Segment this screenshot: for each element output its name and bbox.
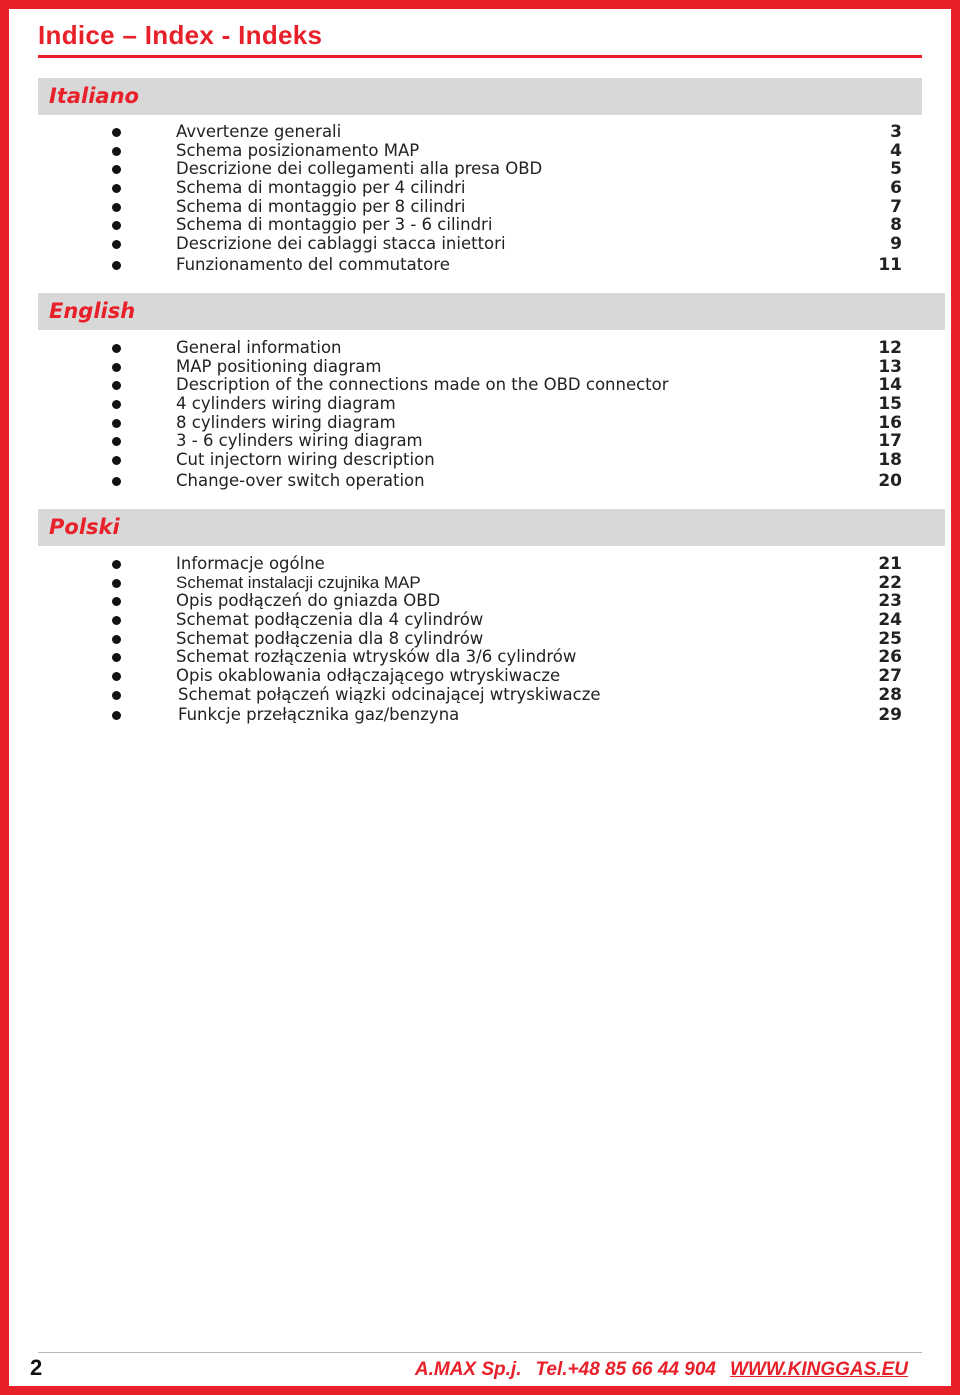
- toc-item[interactable]: [0, 235, 960, 254]
- toc-item[interactable]: [0, 592, 960, 611]
- section-header-polski: [38, 509, 945, 546]
- toc-item-page: 21: [878, 554, 902, 574]
- toc-item[interactable]: [0, 706, 960, 725]
- toc-item-page: 22: [878, 572, 902, 593]
- toc-item-label: 8 cylinders wiring diagram: [176, 412, 396, 432]
- bullet-icon: [112, 221, 121, 230]
- toc-item-page: 5: [890, 159, 902, 180]
- bullet-icon: [112, 691, 121, 700]
- toc-item-page: 9: [890, 234, 902, 255]
- bullet-icon: [112, 579, 121, 588]
- toc-item-label: Schemat podłączenia dla 8 cylindrów: [176, 628, 484, 648]
- bullet-icon: [112, 635, 121, 644]
- footer-contact: [415, 1359, 908, 1381]
- toc-item-page: 11: [878, 254, 902, 275]
- bullet-icon: [112, 419, 121, 428]
- toc-item-page: 13: [878, 356, 902, 377]
- toc-item-label: Schema posizionamento MAP: [176, 140, 420, 160]
- bullet-icon: [112, 597, 121, 606]
- toc-item[interactable]: [0, 648, 960, 667]
- page-title: Indice – Index - Indeks: [38, 20, 323, 50]
- toc-item-label: Schema di montaggio per 4 cilindri: [176, 178, 466, 198]
- footer-page-number: 2: [30, 1355, 43, 1380]
- toc-item[interactable]: [0, 555, 960, 574]
- toc-item-label: 4 cylinders wiring diagram: [176, 394, 396, 414]
- toc-item-label: Avvertenze generali: [176, 122, 342, 141]
- toc-item-page: 15: [878, 394, 902, 415]
- toc-item[interactable]: [0, 611, 960, 630]
- bullet-icon: [112, 672, 121, 681]
- bullet-icon: [112, 184, 121, 193]
- bullet-icon: [112, 437, 121, 446]
- toc-item-label: MAP positioning diagram: [176, 356, 382, 376]
- toc-item-label: Schemat rozłączenia wtrysków dla 3/6 cylindrów: [176, 647, 577, 667]
- bullet-icon: [112, 653, 121, 662]
- toc-item-label: Descrizione dei collegamenti alla presa OBD: [176, 159, 543, 179]
- section-title: Polski: [49, 515, 120, 539]
- toc-item-label: Schema di montaggio per 8 cilindri: [176, 196, 466, 216]
- bullet-icon: [112, 240, 121, 249]
- bullet-icon: [112, 261, 121, 270]
- toc-item[interactable]: [0, 179, 960, 198]
- section-title: English: [49, 299, 136, 323]
- toc-item-label: Schemat połączeń wiązki odcinającej wtryskiwacze: [178, 684, 601, 704]
- bullet-icon: [112, 400, 121, 409]
- toc-item-label: Schemat podłączenia dla 4 cylindrów: [176, 610, 484, 630]
- toc-list-italiano: [0, 123, 960, 275]
- toc-list-english: [0, 339, 960, 491]
- toc-item-page: 6: [890, 178, 902, 199]
- section-header-italiano: [38, 78, 922, 115]
- toc-item-page: 12: [878, 338, 902, 358]
- toc-item[interactable]: [0, 432, 960, 451]
- toc-item-page: 25: [878, 628, 902, 649]
- footer-website-link[interactable]: WWW.KINGGAS.EU: [729, 1359, 908, 1380]
- toc-item[interactable]: [0, 451, 960, 470]
- toc-item[interactable]: [0, 160, 960, 179]
- toc-item-label: Informacje ogólne: [176, 554, 325, 573]
- bullet-icon: [112, 203, 121, 212]
- toc-item[interactable]: [0, 142, 960, 161]
- toc-item-label: Descrizione dei cablaggi stacca iniettori: [176, 234, 506, 254]
- toc-item-label: General information: [176, 338, 342, 357]
- toc-item[interactable]: [0, 216, 960, 235]
- bullet-icon: [112, 147, 121, 156]
- toc-item-page: 3: [890, 122, 902, 142]
- section-title: Italiano: [49, 84, 139, 108]
- toc-item[interactable]: [0, 630, 960, 649]
- footer-company: A.MAX Sp.j.: [414, 1359, 522, 1380]
- title-divider: [38, 55, 922, 58]
- toc-item[interactable]: [0, 667, 960, 686]
- toc-item[interactable]: [0, 358, 960, 377]
- bullet-icon: [112, 128, 121, 137]
- toc-item-label: Change-over switch operation: [176, 470, 425, 490]
- toc-item[interactable]: [0, 198, 960, 217]
- toc-item[interactable]: [0, 395, 960, 414]
- toc-item-label: Schema di montaggio per 3 - 6 cilindri: [176, 215, 493, 235]
- toc-item[interactable]: [0, 376, 960, 395]
- toc-item-page: 8: [890, 215, 902, 236]
- toc-item-page: 14: [878, 375, 902, 396]
- toc-item-label: Schemat instalacji czujnika MAP: [176, 572, 421, 592]
- footer-divider: [38, 1352, 922, 1353]
- toc-item-label: Description of the connections made on the OBD connector: [176, 375, 669, 395]
- toc-item[interactable]: [0, 574, 960, 593]
- toc-item-label: Cut injectorn wiring description: [176, 450, 435, 470]
- toc-item-label: Funkcje przełącznika gaz/benzyna: [178, 704, 460, 724]
- toc-item-page: 18: [878, 450, 902, 471]
- toc-item-page: 23: [878, 591, 902, 612]
- toc-item[interactable]: [0, 414, 960, 433]
- bullet-icon: [112, 381, 121, 390]
- toc-item[interactable]: [0, 339, 960, 358]
- toc-item[interactable]: [0, 256, 960, 275]
- toc-item-page: 29: [878, 704, 902, 725]
- bullet-icon: [112, 165, 121, 174]
- bullet-icon: [112, 456, 121, 465]
- bullet-icon: [112, 711, 121, 720]
- toc-item-page: 24: [878, 610, 902, 631]
- toc-item[interactable]: [0, 472, 960, 491]
- toc-item-label: Opis okablowania odłączającego wtryskiwacze: [176, 666, 561, 686]
- section-header-english: [38, 293, 945, 330]
- toc-item-label: Funzionamento del commutatore: [176, 254, 450, 274]
- toc-item-page: 16: [878, 412, 902, 433]
- footer-phone: Tel.+48 85 66 44 904: [535, 1359, 716, 1380]
- bullet-icon: [112, 363, 121, 372]
- toc-item[interactable]: [0, 686, 960, 705]
- toc-list-polski: [0, 555, 960, 724]
- toc-item-page: 28: [878, 684, 902, 705]
- bullet-icon: [112, 344, 121, 353]
- toc-item-label: Opis podłączeń do gniazda OBD: [176, 591, 441, 611]
- toc-item-page: 7: [890, 196, 902, 217]
- bullet-icon: [112, 477, 121, 486]
- toc-item-page: 4: [890, 140, 902, 161]
- toc-item-page: 17: [878, 431, 902, 452]
- toc-item-page: 26: [878, 647, 902, 668]
- toc-item-page: 27: [878, 666, 902, 687]
- toc-item-label: 3 - 6 cylinders wiring diagram: [176, 431, 423, 451]
- bullet-icon: [112, 616, 121, 625]
- bullet-icon: [112, 560, 121, 569]
- toc-item-page: 20: [878, 470, 902, 491]
- toc-item[interactable]: [0, 123, 960, 142]
